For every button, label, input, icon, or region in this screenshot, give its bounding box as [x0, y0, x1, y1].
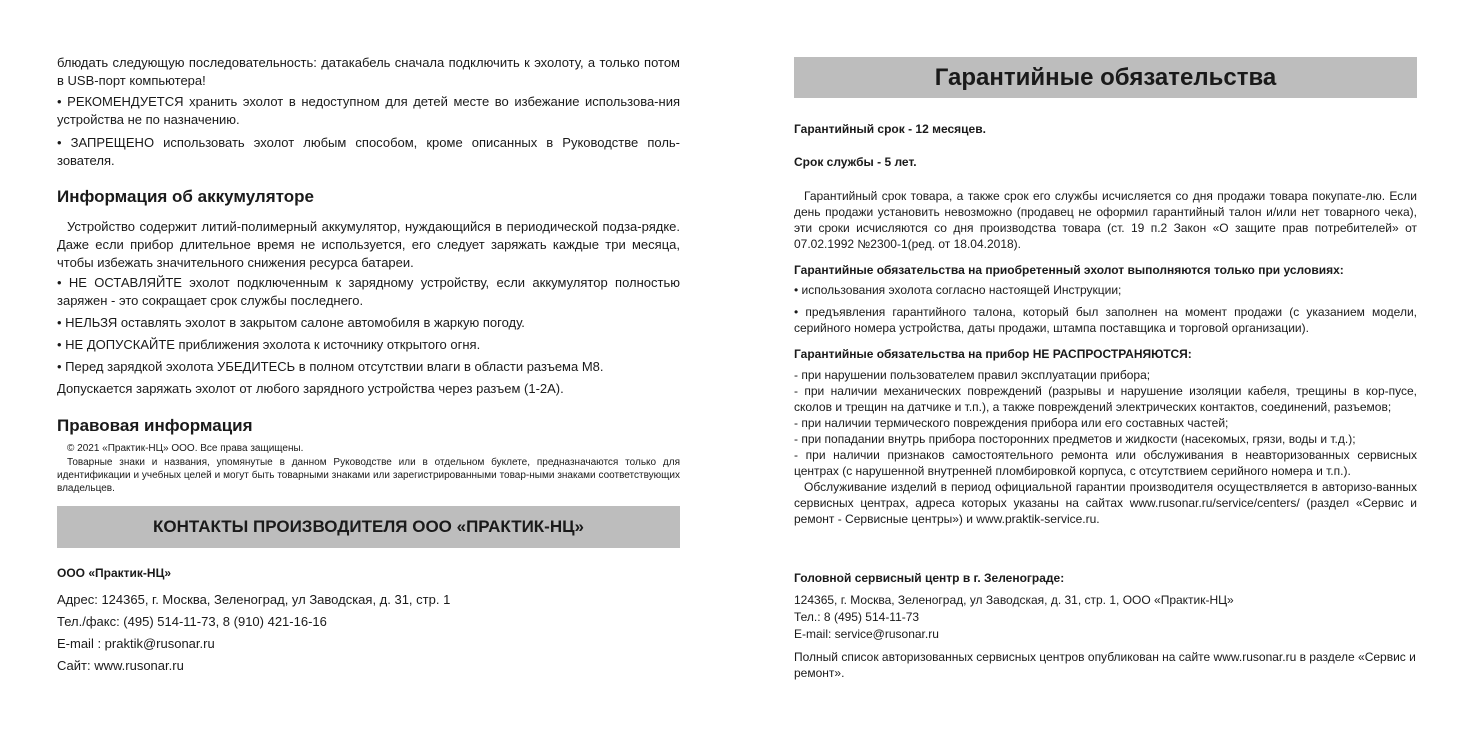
- battery-item: • НЕ ОСТАВЛЯЙТЕ эхолот подключенным к зарядному устройству, если аккумулятор полностью заряжен - это сокращает срок службы последнего.: [57, 275, 680, 308]
- battery-item: Допускается заряжать эхолот от любого зарядного устройства через разъем (1-2А).: [57, 381, 564, 396]
- service-life: Срок службы - 5 лет.: [794, 155, 917, 169]
- service-center-list-note: Полный список авторизованных сервисных центров опубликован на сайте www.rusonar.ru в разделе «Сервис и ремонт».: [794, 650, 1416, 680]
- warranty-term: Гарантийный срок - 12 месяцев.: [794, 122, 986, 136]
- contact-address: Адрес: 124365, г. Москва, Зеленоград, ул Заводская, д. 31, стр. 1: [57, 592, 451, 607]
- intro-text: блюдать следующую последовательность: датакабель сначала подключить к эхолоту, а только потом в USB-порт компьютера!: [57, 55, 680, 88]
- battery-item: • Перед зарядкой эхолота УБЕДИТЕСЬ в полном отсутствии влаги в области разъема M8.: [57, 359, 604, 374]
- rule-item: • ЗАПРЕЩЕНО использовать эхолот любым способом, кроме описанных в Руководстве поль-зователя.: [57, 135, 680, 168]
- warranty-banner: Гарантийные обязательства: [794, 57, 1417, 98]
- contact-site: Сайт: www.rusonar.ru: [57, 658, 184, 673]
- battery-item: • НЕЛЬЗЯ оставлять эхолот в закрытом салоне автомобиля в жаркую погоду.: [57, 315, 525, 330]
- exclusion-item: - при наличии термического повреждения прибора или его составных частей;: [794, 416, 1229, 430]
- exclusion-item: - при попадании внутрь прибора посторонних предметов и жидкости (насекомых, грязи, воды и т.д.);: [794, 432, 1356, 446]
- service-center-phone: Тел.: 8 (495) 514-11-73: [794, 610, 920, 624]
- conditions-heading: Гарантийные обязательства на приобретенный эхолот выполняются только при условиях:: [794, 263, 1344, 277]
- contact-phone: Тел./факс: (495) 514-11-73, 8 (910) 421-16-16: [57, 614, 327, 629]
- exclusion-item: - при нарушении пользователем правил эксплуатации прибора;: [794, 368, 1151, 382]
- term-paragraph: Гарантийный срок товара, а также срок его службы исчисляется со дня продажи товара покупате-лю. Если день продажи установить невозможно (продавец не оформил гарантийный талон и/или нет товарного чека), эти сроки исчисляются со дня производства товара (ст. 19 п.2 Закон «О защите прав потребителей» от 07.02.1992 №2300-1(ред. от 18.04.2018).: [794, 189, 1417, 251]
- service-center-heading: Головной сервисный центр в г. Зеленограде:: [794, 571, 1065, 585]
- contacts-banner: КОНТАКТЫ ПРОИЗВОДИТЕЛЯ ООО «ПРАКТИК-НЦ»: [57, 506, 680, 548]
- rule-item: • РЕКОМЕНДУЕТСЯ хранить эхолот в недоступном для детей месте во избежание использова-ния устройства не по назначению.: [57, 94, 680, 127]
- battery-paragraph: Устройство содержит литий-полимерный аккумулятор, нуждающийся в периодической подза-рядке. Даже если прибор длительное время не используется, его следует заряжать каждые три месяца, чтобы избежать значительного снижения ресурса батареи.: [57, 219, 680, 270]
- condition-item: • предъявления гарантийного талона, который был заполнен на момент продажи (с указанием модели, серийного номера устройства, даты продажи, штампа поставщика и торговой организации).: [794, 305, 1417, 335]
- copyright-text: © 2021 «Практик-НЦ» ООО. Все права защищены.: [67, 443, 304, 454]
- exclusion-item: - при наличии признаков самостоятельного ремонта или обслуживания в неавторизованных сервисных центрах (с нарушенной внутренней пломбировкой корпуса, с отсутствием серийного номера и т.п.).: [794, 448, 1417, 478]
- company-name: ООО «Практик-НЦ»: [57, 566, 172, 580]
- exclusions-list: [794, 367, 1417, 527]
- exclusions-heading: Гарантийные обязательства на прибор НЕ РАСПРОСТРАНЯЮТСЯ:: [794, 347, 1192, 361]
- service-paragraph: Обслуживание изделий в период официальной гарантии производителя осуществляется в авторизо-ванных сервисных центрах, адреса которых указаны на сайтах www.rusonar.ru/service/centers/ (раздел «Сервис и ремонт - Сервисные центры») и www.praktik-service.ru.: [794, 480, 1417, 526]
- battery-heading: Информация об аккумуляторе: [57, 187, 314, 206]
- exclusion-item: - при наличии механических повреждений (разрывы и нарушение изоляции кабеля, трещины в кор-пусе, сколов и трещин на датчике и т.п.), а также повреждений электрических контактов, соединений, разъемов;: [794, 384, 1417, 414]
- trademarks-text: Товарные знаки и названия, упомянутые в данном Руководстве или в отдельном буклете, предназначаются только для идентификации и учебных целей и могут быть товарными знаками или зарегистрированными товар-ными знаками соответствующих владельцев.: [57, 457, 680, 494]
- service-center-address: 124365, г. Москва, Зеленоград, ул Заводская, д. 31, стр. 1, ООО «Практик-НЦ»: [794, 593, 1234, 607]
- legal-heading: Правовая информация: [57, 416, 253, 435]
- battery-item: • НЕ ДОПУСКАЙТЕ приближения эхолота к источнику открытого огня.: [57, 337, 481, 352]
- service-center-email: E-mail: service@rusonar.ru: [794, 627, 939, 641]
- condition-item: • использования эхолота согласно настоящей Инструкции;: [794, 283, 1122, 297]
- contact-email: E-mail : praktik@rusonar.ru: [57, 636, 215, 651]
